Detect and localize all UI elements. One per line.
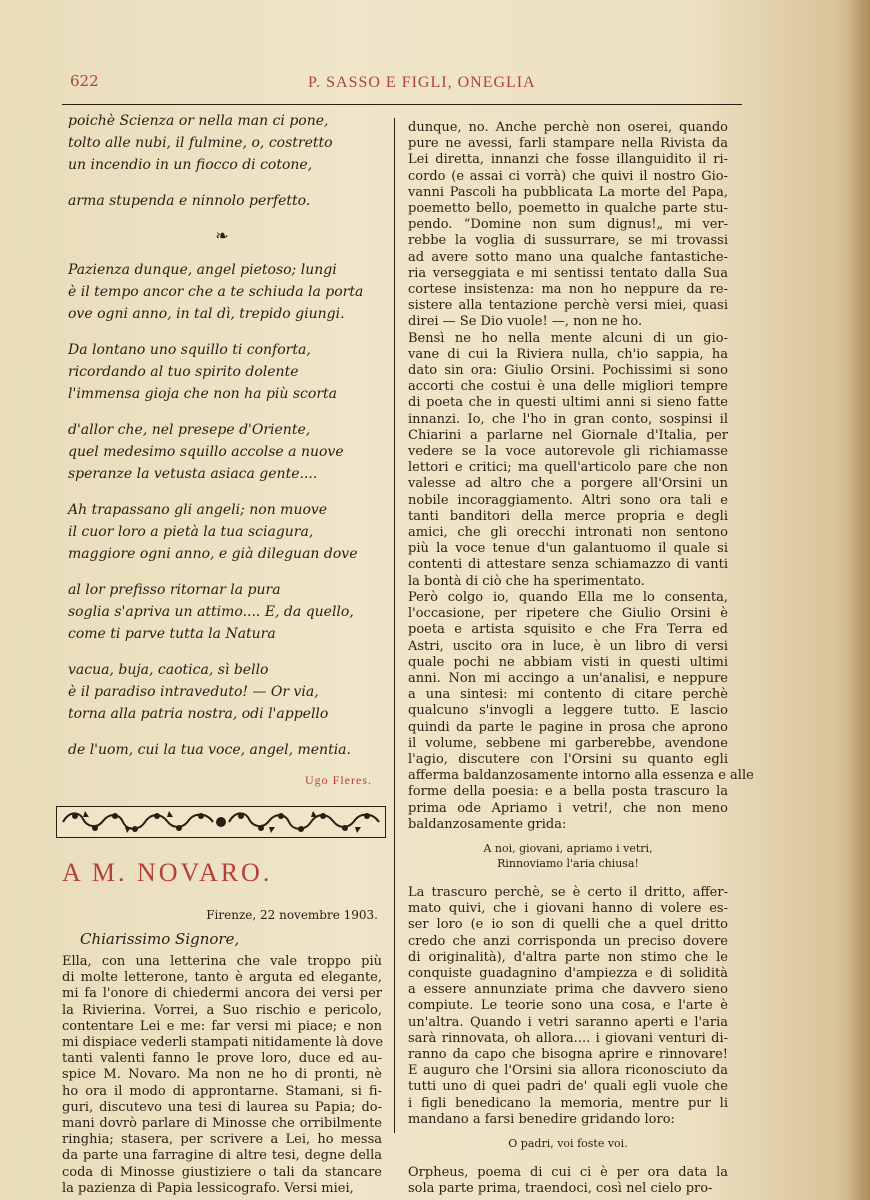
text-line: forme della poesia: e a bella posta trascuro la	[408, 784, 728, 800]
text-line: contenti di attestare senza schiamazzo di vanti	[408, 557, 728, 573]
text-line: pure ne avessi, farli stampare nella Rivista da	[408, 136, 728, 152]
text-line: amici, che gli orecchi intronati non sentono	[408, 525, 728, 541]
verse-line: il cuor loro a pietà la tua sciagura,	[68, 524, 314, 540]
text-line: a essere annunziate prima che davvero sieno	[408, 982, 728, 998]
text-line: più la voce tenue d'un galantuomo il quale si	[408, 541, 728, 557]
text-line: la pazienza di Papia lessicografo. Versi miei,	[62, 1180, 354, 1196]
text-line: Orpheus, poema di cui ci è per ora data la	[408, 1164, 728, 1180]
text-line: accorti che costui è una delle migliori tempre	[408, 379, 728, 395]
text-line: di poeta che in questi ultimi anni si sieno fatte	[408, 395, 728, 411]
letter-paragraph	[408, 120, 728, 331]
verse-line: de l'uom, cui la tua voce, angel, mentia.	[68, 742, 351, 758]
poem-stanza	[62, 499, 382, 565]
text-line: mandano a farsi benedire gridando loro:	[408, 1111, 675, 1127]
text-line: ria verseggiata e mi sentissi tentato dalla Sua	[408, 265, 728, 281]
letter-paragraph	[408, 331, 728, 590]
text-line: da parte una farragine di altre tesi, degne della	[62, 1148, 382, 1164]
page-number: 622	[70, 72, 99, 90]
poem-stanza	[62, 110, 382, 176]
text-line: poeta e artista squisito e che Fra Terra ed	[408, 622, 728, 638]
poem-stanza	[62, 579, 382, 645]
text-line: ringhia; stasera, per scrivere a Lei, ho messa	[62, 1132, 382, 1148]
text-line: un'altra. Quando i vetri saranno aperti e l'aria	[408, 1014, 728, 1030]
poem-stanza	[62, 190, 382, 212]
text-line: E auguro che l'Orsini sia allora riconosciuto da	[408, 1063, 728, 1079]
text-line: La trascuro perchè, se è certo il dritto, affer-	[408, 884, 728, 900]
poem	[62, 110, 382, 788]
verse-line: d'allor che, nel presepe d'Oriente,	[68, 422, 311, 438]
text-line: Ella, con una letterina che vale troppo più	[62, 954, 382, 969]
text-line: coda di Minosse giustiziere o tali da stancare	[62, 1164, 382, 1180]
text-line: rebbe la voglia di sussurrare, se mi trovassi	[408, 233, 728, 249]
quote-line: Rinnoviamo l'aria chiusa!	[497, 856, 639, 870]
text-line: quindi da parte le pagine in prosa che aprono	[408, 719, 728, 735]
poem-stanza	[62, 659, 382, 725]
verse-line: l'immensa gioja che non ha più scorta	[68, 386, 337, 402]
text-line: dato sin ora: Giulio Orsini. Pochissimi si sono	[408, 363, 728, 379]
text-line: lettori e critici; ma quell'articolo pare che non	[408, 460, 728, 476]
text-line: baldanzosamente grida:	[408, 816, 567, 832]
text-line: anni. Non mi accingo a un'analisi, e neppure	[408, 670, 728, 686]
verse-line: maggiore ogni anno, e già dileguan dove	[68, 546, 358, 562]
right-column	[408, 120, 754, 1197]
letter-dateline: Firenze, 22 novembre 1903.	[206, 908, 378, 922]
decorative-ornament-band	[56, 806, 386, 838]
letter-paragraph	[408, 589, 754, 833]
text-line: ranno da capo che bisogna aprire e rinnovare!	[408, 1046, 728, 1062]
text-line: ad avere sotto mano una qualche fantastiche-	[408, 249, 728, 265]
header-rule	[62, 104, 742, 105]
text-line: qualcuno s'invogli a leggere tutto. E lascio	[408, 703, 728, 719]
text-line: contentare Lei e me: far versi mi piace; e non	[62, 1018, 382, 1034]
text-line: credo che anzi corrisponda un preciso dovere	[408, 933, 728, 949]
text-line: Bensì ne ho nella mente alcuni di un gio-	[408, 330, 728, 346]
text-line: mani dovrò parlare di Minosse che orribilmente	[62, 1116, 382, 1132]
text-line: vanni Pascoli ha pubblicata La morte del Papa,	[408, 184, 728, 200]
text-line: cordo (e assai ci vorrà) che quivi il nostro Gio-	[408, 168, 728, 184]
verse-line: ove ogni anno, in tal dì, trepido giungi.	[68, 306, 345, 322]
letter-paragraph	[62, 954, 382, 1197]
text-line: la bontà di ciò che ha sperimentato.	[408, 573, 645, 589]
poem-signature: Ugo Fleres.	[305, 773, 372, 787]
floral-ornament-icon	[57, 807, 385, 837]
verse-quotation	[408, 1136, 728, 1151]
verse-line: quel medesimo squillo accolse a nuove	[68, 444, 344, 460]
letter-salutation: Chiarissimo Signore,	[80, 930, 240, 948]
quote-line: O padri, voi foste voi.	[508, 1136, 628, 1150]
quote-line: A noi, giovani, apriamo i vetri,	[483, 841, 653, 855]
text-line: Astri, uscito ora in luce, è un libro di versi	[408, 638, 728, 654]
text-line: afferma baldanzosamente intorno alla essenza e alle	[408, 768, 754, 784]
verse-line: è il tempo ancor che a te schiuda la porta	[68, 284, 364, 300]
verse-line: torna alla patria nostra, odi l'appello	[68, 706, 329, 722]
verse-line: vacua, buja, caotica, sì bello	[68, 662, 269, 678]
text-line: Lei diretta, innanzi che fosse illanguidito il ri-	[408, 152, 728, 168]
text-line: valesse ad altro che a porgere all'Orsini un	[408, 476, 728, 492]
text-line: guri, discutevo una tesi di laurea su Papia; do-	[62, 1099, 382, 1115]
text-line: poemetto bello, poemetto in qualche parte stu-	[408, 201, 728, 217]
verse-line: tolto alle nubi, il fulmine, o, costretto	[68, 135, 333, 151]
text-line: ho ora il modo di approntarne. Stamani, si fi-	[62, 1083, 382, 1099]
column-divider	[394, 118, 395, 1133]
verse-line: ricordando al tuo spirito dolente	[68, 364, 299, 380]
verse-quotation	[408, 841, 728, 871]
text-line: tanti banditori della merce propria e degli	[408, 508, 728, 524]
text-line: l'occasione, per ripetere che Giulio Orsini è	[408, 606, 728, 622]
text-line: ser loro (e io son di quelli che a quel dritto	[408, 917, 728, 933]
text-line: di originalità), d'altra parte non stimo che le	[408, 949, 728, 965]
page-edge-shadow	[848, 0, 870, 1200]
running-header: P. SASSO E FIGLI, ONEGLIA	[308, 74, 536, 91]
text-line: tanti valenti fanno le prove loro, duce ed au-	[62, 1051, 382, 1067]
text-line: nobile incoraggiamento. Altri sono ora tali e	[408, 492, 728, 508]
verse-line: Pazienza dunque, angel pietoso; lungi	[68, 262, 337, 278]
text-line: direi — Se Dio vuole! —, non ne ho.	[408, 314, 643, 330]
text-line: sarà rinnovata, oh allora.... i giovani venturi di-	[408, 1030, 728, 1046]
text-line: il volume, sebbene mi garberebbe, avendone	[408, 735, 728, 751]
text-line: a una sintesi: mi contento di citare perchè	[408, 687, 728, 703]
text-line: quale pochi ne abbiam visti in questi ultimi	[408, 654, 728, 670]
letter-paragraph	[408, 885, 728, 1128]
verse-line: arma stupenda e ninnolo perfetto.	[68, 193, 311, 209]
text-line: Però colgo io, quando Ella me lo consenta,	[408, 589, 728, 605]
text-line: pendo. “Domine non sum dignus!„ mi ver-	[408, 217, 728, 233]
text-line: l'agio, discutere con l'Orsini su quanto egli	[408, 751, 728, 767]
text-line: vane di cui la Riviera nulla, ch'io sappia, ha	[408, 346, 728, 362]
text-line: mi fa l'onore di chiedermi ancora dei versi per	[62, 986, 382, 1002]
verse-line: un incendio in un fiocco di cotone,	[68, 157, 313, 173]
poem-stanza	[62, 339, 382, 405]
text-line: cortese insistenza: ma non ho neppure da re-	[408, 282, 728, 298]
text-line: prima ode Apriamo i vetri!, che non meno	[408, 800, 728, 816]
left-column	[62, 110, 382, 1197]
text-line: dunque, no. Anche perchè non oserei, quando	[408, 120, 728, 135]
verse-line: soglia s'apriva un attimo.... E, da quello,	[68, 604, 354, 620]
text-line: compiute. Le teorie sono una cosa, e l'arte è	[408, 998, 728, 1014]
text-line: mi dispiace vederli stampati nitidamente là dove	[62, 1035, 384, 1051]
verse-line: Da lontano uno squillo ti conforta,	[68, 342, 311, 358]
text-line: conquiste guadagnino d'ampiezza e di solidità	[408, 965, 728, 981]
verse-line: Ah trapassano gli angeli; non muove	[68, 502, 328, 518]
text-line: di molte letterone, tanto è arguta ed elegante,	[62, 970, 382, 986]
article-title: A M. NOVARO.	[62, 858, 273, 887]
text-line: i figli benedicano la memoria, mentre pur li	[408, 1095, 728, 1111]
verse-line: come ti parve tutta la Natura	[68, 626, 276, 642]
text-line: vedere se la voce autorevole gli richiamasse	[408, 444, 728, 460]
text-line: sola parte prima, traendoci, così nel cielo pro-	[408, 1181, 713, 1197]
verse-line: poichè Scienza or nella man ci pone,	[68, 113, 329, 129]
verse-line: è il paradiso intraveduto! — Or via,	[68, 684, 319, 700]
text-line: tutti uno di quei padri de' quali egli vuole che	[408, 1079, 728, 1095]
text-line: innanzi. Io, che l'ho in gran conto, sospinsi il	[408, 411, 728, 427]
poem-stanza	[62, 259, 382, 325]
letter-paragraph	[408, 1165, 728, 1197]
fleuron-ornament-icon: ❧	[215, 226, 229, 245]
text-line: la Rivierina. Vorrei, a Suo rischio e pericolo,	[62, 1002, 382, 1018]
poem-stanza	[62, 739, 382, 761]
verse-line: al lor prefisso ritornar la pura	[68, 582, 281, 598]
text-line: Chiarini a parlarne nel Giornale d'Italia, per	[408, 427, 728, 443]
text-line: spice M. Novaro. Ma non ne ho di pronti, nè	[62, 1067, 382, 1083]
verse-line: speranze la vetusta asiaca gente....	[68, 466, 318, 482]
text-line: mato quivi, che i giovani hanno di volere es-	[408, 901, 728, 917]
poem-stanza	[62, 419, 382, 485]
text-line: sistere alla tentazione perchè versi miei, quasi	[408, 298, 728, 314]
